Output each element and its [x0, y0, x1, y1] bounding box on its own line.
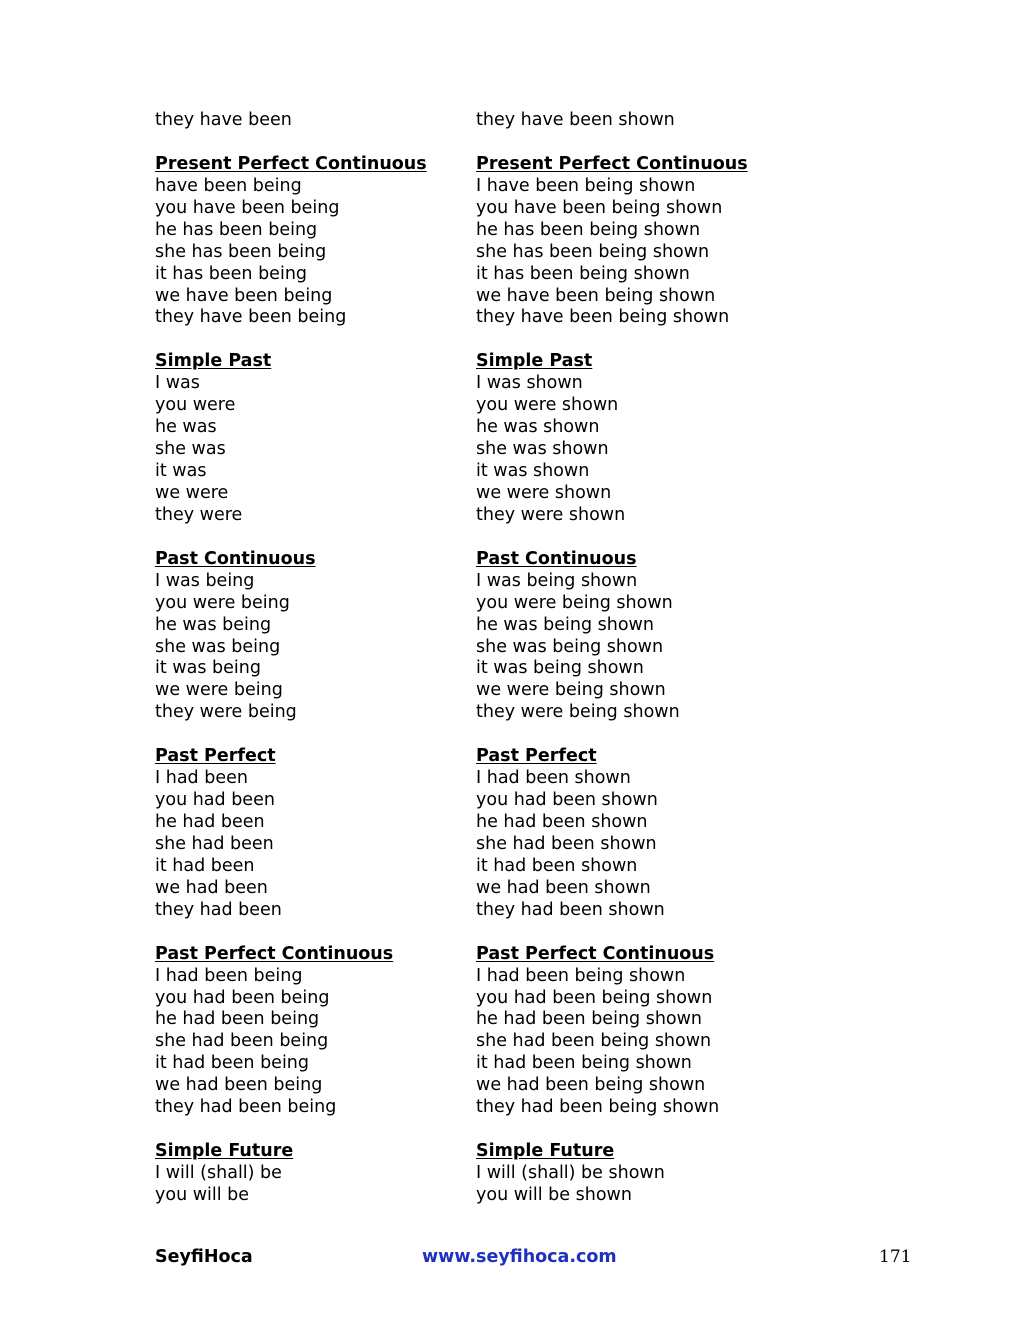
conjugation-line: you will be shown: [476, 1184, 632, 1205]
conjugation-line: she has been being shown: [476, 241, 710, 262]
conjugation-line: she had been: [155, 833, 274, 854]
conjugation-line: they have been being: [155, 307, 347, 328]
conjugation-line: they had been: [155, 899, 282, 920]
section-spacer: [476, 922, 748, 944]
section-spacer: [155, 329, 427, 351]
conjugation-line: they have been being shown: [476, 307, 730, 328]
section-spacer: [155, 724, 427, 746]
conjugation-line: they had been shown: [476, 899, 665, 920]
section-spacer: [155, 922, 427, 944]
conjugation-line: they were being shown: [476, 702, 680, 723]
conjugation-line: we were being shown: [476, 680, 666, 701]
conjugation-line: she was shown: [476, 439, 609, 460]
conjugation-line: you will be: [155, 1184, 250, 1205]
conjugation-line: we had been being shown: [476, 1075, 706, 1096]
conjugation-line: he was being: [155, 614, 272, 635]
conjugation-line: I was being: [155, 570, 255, 591]
conjugation-line: it was being shown: [476, 658, 644, 679]
conjugation-line: he had been being: [155, 1009, 320, 1030]
tense-heading: Simple Future: [155, 1141, 294, 1162]
conjugation-line: it had been: [155, 855, 255, 876]
conjugation-line: it has been being shown: [476, 263, 690, 284]
conjugation-line: I had been shown: [476, 768, 631, 789]
conjugation-line: you had been shown: [476, 790, 658, 811]
section-spacer: [155, 527, 427, 549]
conjugation-line: he has been being shown: [476, 219, 701, 240]
tense-heading: Present Perfect Continuous: [155, 153, 427, 174]
conjugation-line: I had been: [155, 768, 248, 789]
conjugation-line: we have been being shown: [476, 285, 716, 306]
conjugation-line: they were being: [155, 702, 297, 723]
conjugation-line: you had been being shown: [476, 987, 713, 1008]
conjugation-line: she has been being: [155, 241, 327, 262]
section-spacer: [476, 724, 748, 746]
conjugation-line: it was being: [155, 658, 261, 679]
tense-heading: Simple Past: [155, 351, 272, 372]
conjugation-line: he has been being: [155, 219, 318, 240]
tense-heading: Past Perfect: [476, 746, 597, 767]
passive-voice-column: [476, 110, 748, 1207]
conjugation-line: they had been being shown: [476, 1097, 720, 1118]
conjugation-line: he was being shown: [476, 614, 654, 635]
tense-heading: Past Perfect Continuous: [155, 943, 394, 964]
conjugation-line: he had been shown: [476, 812, 648, 832]
conjugation-line: we had been shown: [476, 877, 651, 898]
conjugation-line: we have been being: [155, 285, 333, 306]
conjugation-line: they have been shown: [476, 110, 675, 130]
conjugation-line: I was: [155, 373, 200, 394]
section-spacer: [476, 329, 748, 351]
conjugation-line: he had been: [155, 812, 265, 832]
conjugation-line: you were: [155, 395, 236, 416]
conjugation-line: you have been being: [155, 197, 340, 218]
conjugation-line: it had been being: [155, 1053, 310, 1074]
conjugation-line: I have been being shown: [476, 175, 696, 196]
conjugation-line: it was shown: [476, 461, 590, 481]
conjugation-line: I was shown: [476, 373, 583, 394]
tense-heading: Past Continuous: [476, 548, 637, 569]
conjugation-line: she had been shown: [476, 833, 657, 854]
tense-heading: Simple Past: [476, 351, 593, 372]
conjugation-line: they have been: [155, 110, 292, 130]
conjugation-line: they had been being: [155, 1097, 337, 1118]
footer-website-link[interactable]: www.seyfihoca.com: [422, 1247, 617, 1267]
conjugation-line: it had been being shown: [476, 1053, 692, 1074]
conjugation-line: I had been being shown: [476, 965, 686, 986]
conjugation-line: we were shown: [476, 482, 612, 503]
conjugation-line: they were: [155, 504, 243, 525]
conjugation-line: they were shown: [476, 504, 626, 525]
tense-heading: Past Perfect: [155, 746, 276, 767]
conjugation-line: we were: [155, 482, 229, 503]
tense-heading: Past Continuous: [155, 548, 316, 569]
conjugation-line: I had been being: [155, 965, 303, 986]
active-voice-column: [155, 110, 427, 1207]
conjugation-line: it was: [155, 461, 207, 481]
section-spacer: [155, 132, 427, 154]
conjugation-line: she had been being shown: [476, 1031, 712, 1052]
section-spacer: [476, 132, 748, 154]
conjugation-line: I will (shall) be: [155, 1163, 282, 1183]
section-spacer: [476, 527, 748, 549]
conjugation-line: we had been being: [155, 1075, 323, 1096]
tense-heading: Simple Future: [476, 1141, 615, 1162]
conjugation-line: you had been being: [155, 987, 330, 1008]
footer-author: SeyfiHoca: [155, 1247, 253, 1267]
conjugation-line: I was being shown: [476, 570, 638, 591]
tense-heading: Present Perfect Continuous: [476, 153, 748, 174]
conjugation-line: she was being: [155, 636, 281, 657]
conjugation-line: have been being: [155, 175, 302, 196]
conjugation-line: you had been: [155, 790, 275, 811]
conjugation-line: you were being shown: [476, 592, 673, 613]
conjugation-line: it had been shown: [476, 855, 638, 876]
section-spacer: [476, 1119, 748, 1141]
conjugation-line: she had been being: [155, 1031, 329, 1052]
conjugation-line: I will (shall) be shown: [476, 1163, 665, 1183]
conjugation-line: he was: [155, 417, 217, 438]
conjugation-line: you have been being shown: [476, 197, 723, 218]
page-number: 171: [879, 1247, 912, 1267]
conjugation-line: we were being: [155, 680, 283, 701]
conjugation-line: you were shown: [476, 395, 619, 416]
conjugation-line: she was being shown: [476, 636, 664, 657]
section-spacer: [155, 1119, 427, 1141]
conjugation-line: he had been being shown: [476, 1009, 703, 1030]
conjugation-line: you were being: [155, 592, 290, 613]
tense-heading: Past Perfect Continuous: [476, 943, 715, 964]
conjugation-line: it has been being: [155, 263, 308, 284]
conjugation-line: we had been: [155, 877, 268, 898]
conjugation-line: she was: [155, 439, 226, 460]
conjugation-line: he was shown: [476, 417, 600, 438]
